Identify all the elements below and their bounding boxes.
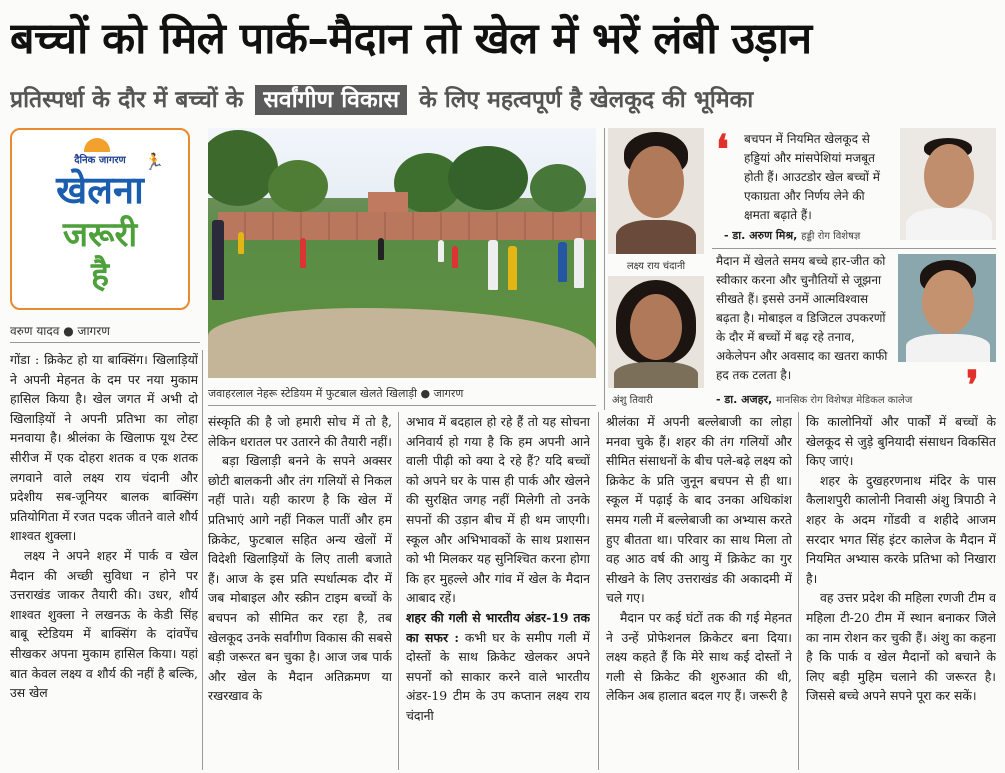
player-figure	[574, 238, 584, 288]
player-figure	[378, 238, 384, 260]
col3-lead: शहर की गली से भारतीय अंडर-19 तक का सफर :	[406, 609, 590, 645]
football-stadium-photo	[208, 128, 596, 378]
player-figure	[508, 246, 517, 290]
quote-2-signature	[716, 392, 912, 407]
article-column-5	[806, 412, 996, 770]
player-figure	[238, 232, 244, 254]
column-divider	[598, 412, 599, 770]
col2-para-1: संस्कृति की है जो हमारी सोच में तो है, लेकिन धरातल पर उतारने की तैयारी नहीं।	[208, 414, 392, 449]
quote-2-text: मैदान में खेलते समय बच्चे हार-जीत को स्वीकार करना और चुनौतियों से जूझना सीखते हैं। इससे उनमें आत्मविश्वास बढ़ता है। मोबाइल व डिजिटल उपकरणों के दौर में बच्चों में बढ़ रहे तनाव, अकेलेपन और अवसाद का खतरा काफी हद तक टलता है।	[716, 254, 888, 382]
divider	[10, 342, 200, 343]
portrait-anshu-name: अंशु तिवारी	[612, 395, 653, 406]
player-figure	[452, 246, 458, 268]
quote-1-name: - डा. अरुण मिश्र,	[724, 229, 798, 242]
col2-para-2: बड़ा खिलाड़ी बनने के सपने अक्सर छोटी बालकनी और तंग गलियों से निकल नहीं पाते। यही कारण है कि खेल में प्रतिभाएं आगे नहीं निकल पातीं और हम क्रिकेट, फुटबाल सहित अन्य खेलों में विदेशी खिलाड़ियों के लिए ताली बजाते हैं। आज के इस प्रति स्पर्धात्मक दौर में जब मोबाइल और स्क्रीन टाइम बच्चों के बचपन को सीमित कर रहा है, तब खेलकूद उनके सर्वांगीण विकास की सबसे बड़ी जरूरत बन चुका है। आज जब पार्क और खेल के मैदान अतिक्रमण या रखरखाव के	[208, 453, 392, 704]
byline: वरुण यादव ● जागरण	[10, 324, 110, 338]
khelna-jaruri-hai-logo	[10, 128, 190, 310]
photo-caption: जवाहरलाल नेहरू स्टेडियम में फुटबाल खेलते खिलाड़ी ● जागरण	[208, 382, 596, 406]
column-divider	[604, 128, 605, 410]
quote-2-name: - डा. अजहर,	[716, 393, 773, 406]
col3-para-2: कभी घर के समीप गली में दोस्तों के साथ क्रिकेट खेलकर अपने सपनों को साकार करने वाले भारतीय अंडर-19 टीम के उप कप्तान लक्ष्य राय चंदानी	[406, 629, 590, 723]
col5-para-1: कि कालोनियों और पार्कों में बच्चों के खेलकूद से जुड़े बुनियादी संसाधन विकसित किए जाएं।	[806, 414, 996, 469]
col3-para-1: अभाव में बदहाल हो रहे हैं तो यह सोचना अनिवार्य हो गया है कि हम अपनी आने वाली पीढ़ी को क्या दे रहे हैं? यदि बच्चों को अपने घर के पास ही पार्क और खेलने की सुरक्षित जगह नहीं मिलेगी तो उनके सपनों की उड़ान बीच में ही थम जाएगी। स्कूल और अभिभावकों के साथ प्रशासन को भी मिलकर यह सुनिश्चित करना होगा कि हर मुहल्ले और गांव में खेल के मैदान आबाद रहें।	[406, 414, 590, 606]
col1-para-2: लक्ष्य ने अपने शहर में पार्क व खेल मैदान की अच्छी सुविधा न होने पर उत्तराखंड जाकर तैयारी की। उधर, शौर्य शाश्वत शुक्ला ने लखनऊ के केडी सिंह बाबू स्टेडियम में बाक्सिंग के दांवपेंच सीखकर अपना मुकाम हासिल किया। यहां बात केवल लक्ष्य व शौर्य की नहीं है बल्कि, उस खेल	[10, 547, 198, 701]
portrait-lakshya	[608, 128, 704, 254]
runner-icon: 🏃	[144, 152, 164, 171]
quote-close-icon: ❜	[966, 362, 979, 409]
col5-para-3: वह उत्तर प्रदेश की महिला रणजी टीम व महिला टी-20 टीम में स्थान बनाकर जिले का नाम रोशन कर चुकी हैं। अंशु का कहना है कि पार्क व खेल मैदानों को बचाने के लिए बड़ी मुहिम चलाने की जरूरत है। जिससे बच्चे अपने सपने पूरा कर सकें।	[806, 590, 996, 704]
article-column-4	[606, 412, 792, 770]
logo-line-3: है	[90, 255, 110, 295]
quote-1-role: हड्डी रोग विशेषज्ञ	[801, 231, 861, 242]
portrait-dr-arun-mishra	[900, 128, 996, 240]
player-figure	[558, 242, 567, 282]
article-column-3	[406, 412, 590, 770]
col4-para-1: श्रीलंका में अपनी बल्लेबाजी का लोहा मनवा चुके हैं। शहर की तंग गलियों और सीमित संसाधनों के बीच पले-बढ़े लक्ष्य को क्रिकेट के प्रति जुनून बचपन से ही था। स्कूल में पढ़ाई के बाद उनका अधिकांश समय गली में बल्लेबाजी का अभ्यास करते हुए बीतता था। परिवार का साथ मिला तो वह आठ वर्ष की आयु में क्रिकेट का गुर सीखने के लिए उत्तराखंड की अकादमी में चले गए।	[606, 414, 792, 606]
divider	[712, 248, 996, 249]
trees-graphic	[208, 128, 596, 218]
col1-para-1: गोंडा : क्रिकेट हो या बाक्सिंग। खिलाड़ियों ने अपनी मेहनत के दम पर नया मुकाम हासिल किया है। खेल जगत में अभी दो खिलाड़ियों ने अपनी प्रतिभा का लोहा मनवाया है। श्रीलंका के खिलाफ यूथ टेस्ट सीरीज में एक दोहरा शतक व एक शतक लगवाने वाले लक्ष्य राय चंदानी और प्रदेशीय सब-जूनियर बालक बाक्सिंग प्रतियोगिता में रजत पदक जीतने वाले शौर्य शाश्वत शुक्ला।	[10, 352, 198, 544]
subhead-highlight: सर्वांगीण विकास	[255, 85, 407, 115]
article-column-1	[10, 350, 198, 770]
portrait-lakshya-name: लक्ष्य राय चंदानी	[626, 261, 686, 272]
player-figure	[438, 240, 444, 262]
logo-line-1: खेलना	[56, 167, 144, 212]
subheadline	[10, 78, 995, 122]
col5-para-2: शहर के दुखहरणनाथ मंदिर के पास कैलाशपुरी कालोनी निवासी अंशु त्रिपाठी ने शहर के अदम गोंडवी व शहीदे आजम सरदार भगत सिंह इंटर कालेज के मैदान में नियमित अभ्यास करके प्रतिभा को निखारा है।	[806, 472, 996, 586]
player-figure	[212, 220, 224, 300]
quote-open-icon: ❛	[716, 126, 729, 173]
subhead-before: प्रतिस्पर्धा के दौर में बच्चों के	[10, 87, 244, 113]
logo-brand: दैनिक जागरण	[74, 155, 126, 166]
portrait-anshu	[608, 276, 704, 388]
subhead-after: के लिए महत्वपूर्ण है खेलकूद की भूमिका	[419, 87, 754, 113]
article-column-2	[208, 412, 392, 770]
column-divider	[798, 412, 799, 770]
sun-icon	[84, 138, 110, 152]
dirt-patch	[208, 308, 596, 378]
headline: बच्चों को मिले पार्क–मैदान तो खेल में भरें लंबी उड़ान	[10, 14, 812, 64]
quote-2-role: मानसिक रोग विशेषज्ञ मेडिकल कालेज	[776, 395, 913, 406]
quote-1-text: बचपन में नियमित खेलकूद से हड्डियां और मांसपेशियां मजबूत होती हैं। आउटडोर खेल बच्चों में एकाग्रता और निर्णय लेने की क्षमता बढ़ाते हैं।	[744, 132, 880, 222]
column-divider	[202, 350, 203, 770]
logo-line-2: जरूरी	[62, 215, 138, 255]
player-figure	[488, 240, 498, 290]
quote-1-signature	[724, 228, 860, 243]
player-figure	[300, 238, 306, 268]
stadium-wall	[218, 212, 596, 240]
column-divider	[398, 412, 399, 770]
col4-para-2: मैदान पर कई घंटों तक की गई मेहनत ने उन्हें प्रोफेशनल क्रिकेटर बना दिया। लक्ष्य कहते हैं कि मेरे साथ कई दोस्तों ने गली से क्रिकेट की शुरुआत की थी, लेकिन अब हालात बदल गए हैं। जरूरी है	[606, 609, 792, 704]
portrait-dr-azhar	[898, 254, 996, 362]
